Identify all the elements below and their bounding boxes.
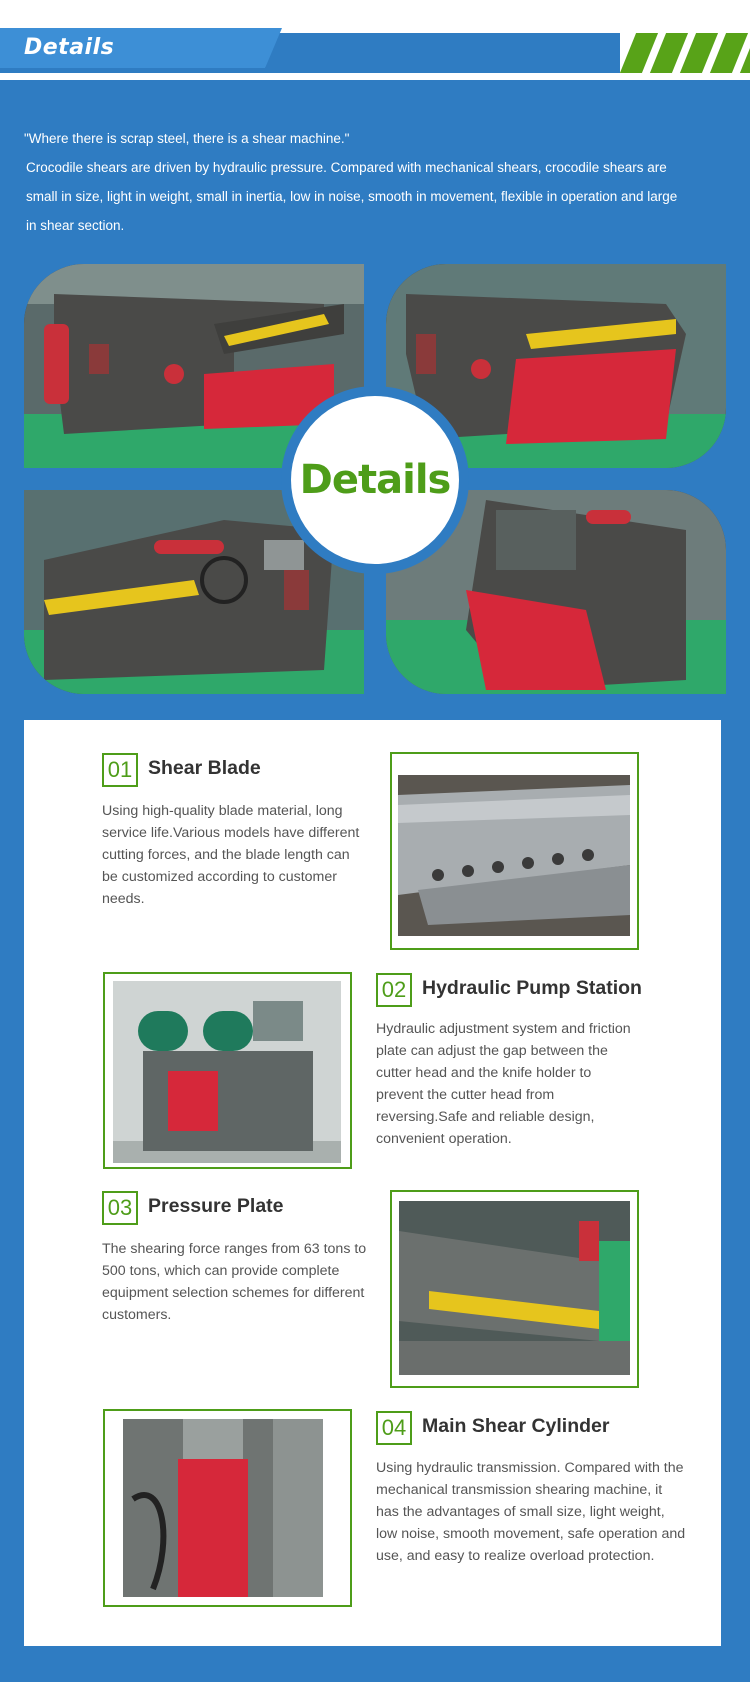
header-stripes-decoration [620, 33, 750, 73]
intro-text [26, 124, 736, 240]
intro-line: small in size, light in weight, small in inertia, low in noise, smooth in movement, flexible in operation and large [26, 189, 678, 204]
feature-title: Pressure Plate [148, 1195, 284, 1217]
main-shear-cylinder-photo [123, 1419, 323, 1597]
hydraulic-pump-station-photo [113, 981, 341, 1163]
intro-line: Crocodile shears are driven by hydraulic pressure. Compared with mechanical shears, crocodile shears are [26, 160, 667, 175]
feature-description: Hydraulic adjustment system and friction plate can adjust the gap between the cutter head and the knife holder to prevent the cutter head from reversing.Safe and reliable design, convenient operation. [376, 1021, 631, 1147]
feature-title: Main Shear Cylinder [422, 1415, 610, 1437]
shear-blade-photo [398, 775, 630, 936]
feature-title: Shear Blade [148, 757, 261, 779]
feature-number: 02 [376, 973, 412, 1007]
feature-title: Hydraulic Pump Station [422, 977, 642, 999]
intro-quote: "Where there is scrap steel, there is a shear machine." [24, 131, 350, 146]
feature-number: 03 [102, 1191, 138, 1225]
section-header [0, 0, 750, 80]
details-badge-label: Details [299, 457, 451, 503]
feature-description: The shearing force ranges from 63 tons to 500 tons, which can provide complete equipment selection schemes for different customers. [102, 1241, 367, 1323]
header-divider [0, 73, 750, 79]
header-title: Details [24, 35, 115, 60]
feature-number: 01 [102, 753, 138, 787]
intro-line: in shear section. [26, 218, 125, 233]
details-badge [291, 396, 459, 564]
feature-description: Using hydraulic transmission. Compared with the mechanical transmission shearing machine, it has the advantages of small size, light weight, low noise, smooth movement, safe operation and use, and easy to realize overload protection. [376, 1460, 686, 1564]
feature-description: Using high-quality blade material, long service life.Various models have different cutting forces, and the blade length can be customized according to customer needs. [102, 803, 360, 907]
pressure-plate-photo [399, 1201, 630, 1375]
feature-number: 04 [376, 1411, 412, 1445]
